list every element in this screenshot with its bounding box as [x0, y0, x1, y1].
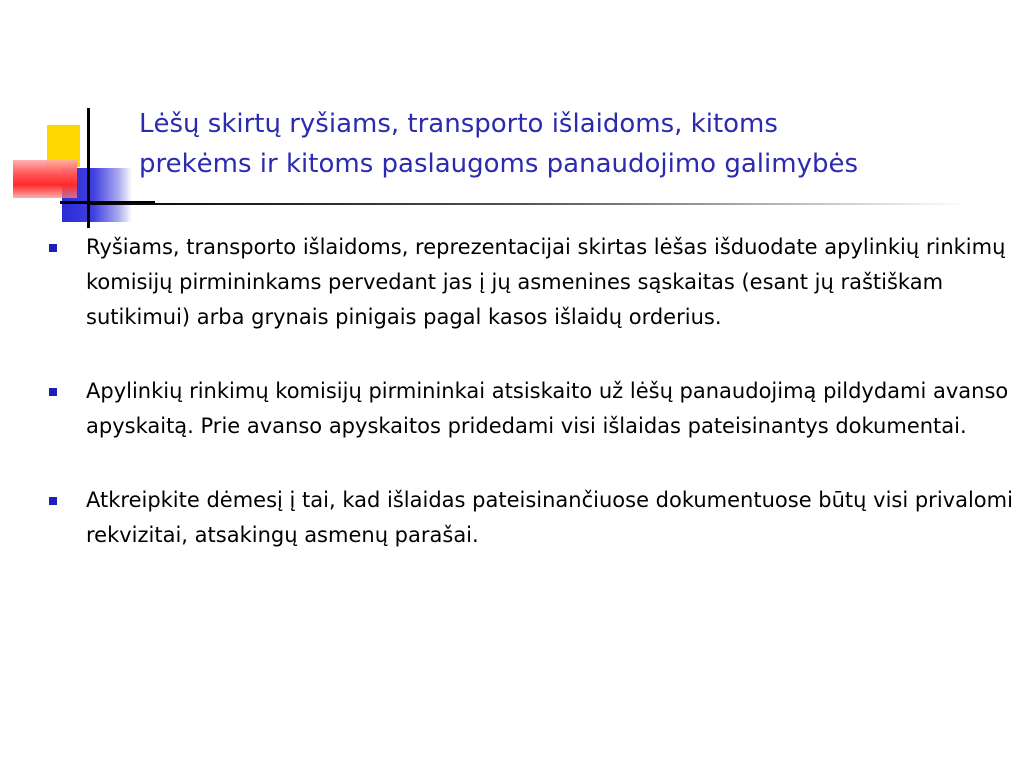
bullet-text: Atkreipkite dėmesį į tai, kad išlaidas pateisinančiuose dokumentuose būtų visi privalomi rekvizitai, atsakingų asmenų parašai.	[86, 488, 1013, 547]
square-bullet-icon	[49, 244, 57, 252]
bullet-text: Ryšiams, transporto išlaidoms, reprezentacijai skirtas lėšas išduodate apylinkių rinkimų komisijų pirmininkams pervedant jas į jų asmenines sąskaitas (esant jų raštiškam sutikimui) arba grynais pinigais pagal kasos išlaidų orderius.	[86, 235, 1006, 329]
title-line-2: prekėms ir kitoms paslaugoms panaudojimo galimybės	[139, 149, 858, 179]
title-divider	[88, 203, 968, 205]
vertical-line	[87, 108, 90, 228]
bullet-item	[40, 483, 1015, 553]
bullet-item	[40, 230, 1015, 335]
title-line-1: Lėšų skirtų ryšiams, transporto išlaidoms, kitoms	[139, 109, 778, 139]
square-bullet-icon	[49, 388, 57, 396]
bullet-item	[40, 374, 1015, 444]
bullet-text: Apylinkių rinkimų komisijų pirmininkai atsiskaito už lėšų panaudojimą pildydami avanso apyskaitą. Prie avanso apyskaitos pridedami visi išlaidas pateisinantys dokumentai.	[86, 379, 1009, 438]
bullet-list	[40, 230, 1015, 592]
red-square	[13, 160, 77, 198]
slide-title	[139, 104, 1009, 184]
square-bullet-icon	[49, 497, 57, 505]
